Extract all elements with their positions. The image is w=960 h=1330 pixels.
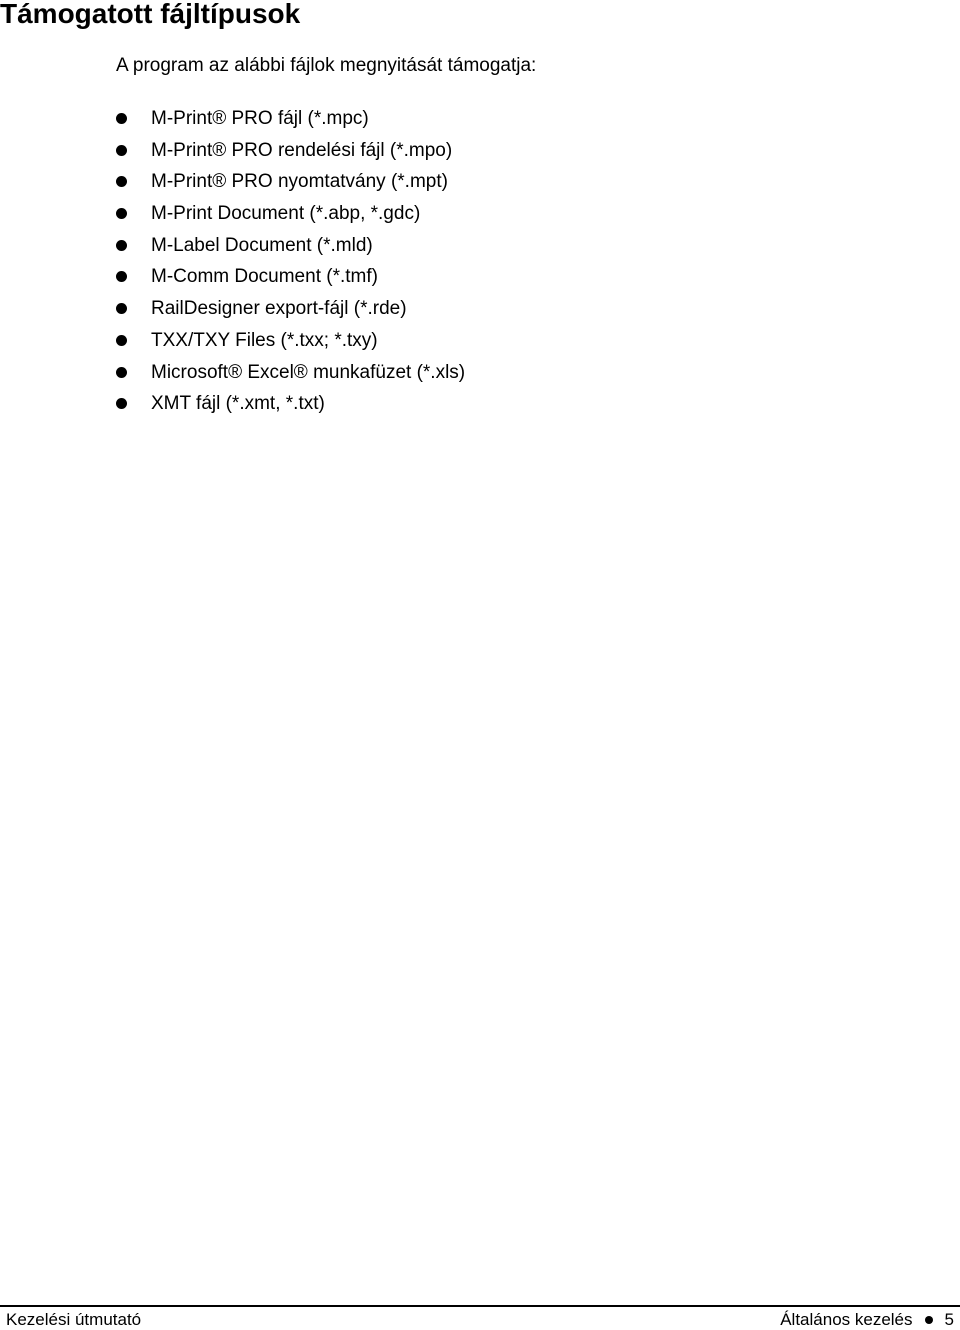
list-item-text: TXX/TXY Files (*.txx; *.txy) [151,329,378,351]
bullet-icon [116,240,127,251]
list-item-text: RailDesigner export-fájl (*.rde) [151,298,407,320]
bullet-icon [116,113,127,124]
footer-section [780,1310,954,1330]
list-item [0,104,900,136]
list-item-text: M-Print Document (*.abp, *.gdc) [151,203,421,225]
list-item-text: M-Comm Document (*.tmf) [151,266,378,288]
bullet-icon [116,303,127,314]
footer-section-title: Általános kezelés [780,1310,913,1329]
bullet-icon [116,176,127,187]
page-number: 5 [944,1310,954,1329]
list-item [0,389,900,421]
footer-divider [0,1305,960,1307]
bullet-icon [116,145,127,156]
bullet-icon [116,367,127,378]
bullet-icon [116,271,127,282]
list-item-text: M-Label Document (*.mld) [151,234,373,256]
list-item [0,167,900,199]
list-item-text: M-Print® PRO rendelési fájl (*.mpo) [151,139,453,161]
list-item-text: M-Print® PRO nyomtatvány (*.mpt) [151,171,448,193]
list-item [0,358,900,390]
bullet-icon [925,1316,933,1324]
list-item [0,294,900,326]
list-item [0,262,900,294]
list-item-text: XMT fájl (*.xmt, *.txt) [151,393,325,415]
list-item [0,136,900,168]
list-item-text: Microsoft® Excel® munkafüzet (*.xls) [151,361,466,383]
list-item [0,326,900,358]
file-type-list [0,104,900,421]
list-item-text: M-Print® PRO fájl (*.mpc) [151,108,369,129]
bullet-icon [116,398,127,409]
page-title: Támogatott fájltípusok [0,0,301,29]
list-item [0,231,900,263]
list-item [0,199,900,231]
bullet-icon [116,335,127,346]
footer-document-title: Kezelési útmutató [6,1310,142,1329]
intro-text: A program az alábbi fájlok megnyitását támogatja: [116,55,537,76]
bullet-icon [116,208,127,219]
